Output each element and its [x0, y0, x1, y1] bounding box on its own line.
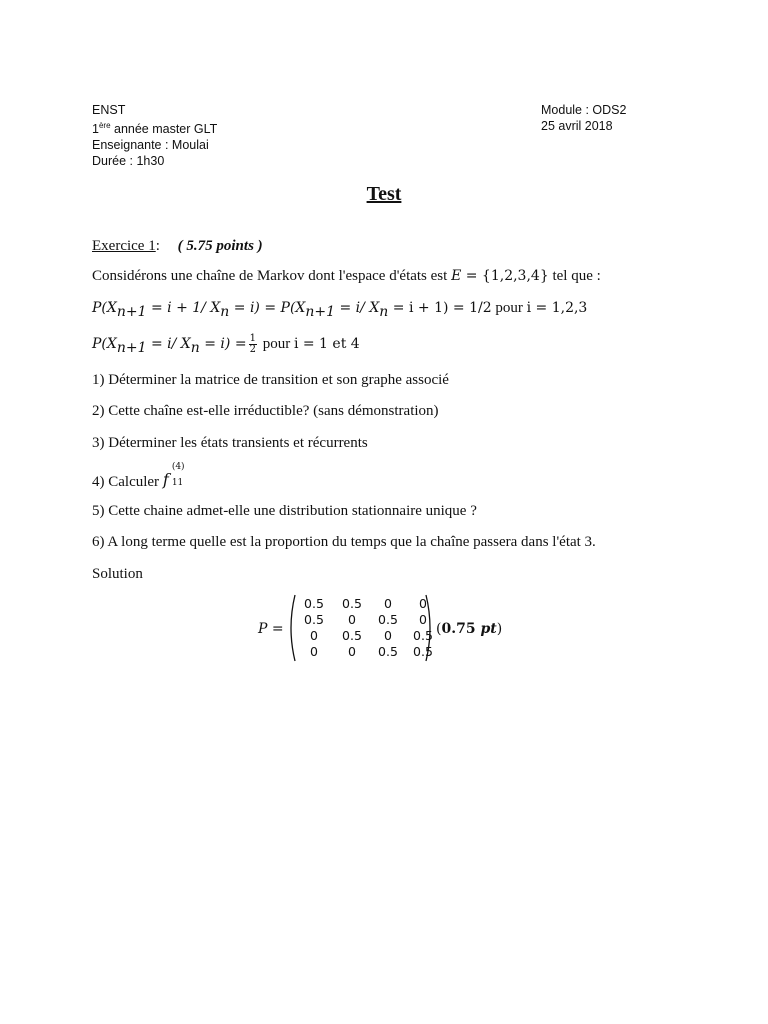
teacher-line: Enseignante : Moulai [92, 138, 209, 153]
matrix-cell: 0 [310, 644, 318, 659]
matrix-cell: 0 [310, 628, 318, 643]
header-right [541, 102, 626, 134]
year-line: 1ère année master GLT [92, 121, 218, 137]
question-2: 2) Cette chaîne est-elle irréductible? (sans démonstration) [92, 403, 439, 419]
question-4: 4) Calculer f (4) 11 [92, 462, 185, 490]
exercise-label: Exercice 1 [92, 238, 156, 254]
matrix-cell: 0.5 [378, 612, 398, 627]
matrix-cell: 0 [348, 644, 356, 659]
year-ordinal: ère [98, 121, 111, 130]
header-left [92, 102, 217, 169]
intro-line: Considérons une chaîne de Markov dont l'espace d'états est E = {1,2,3,4} tel que : [92, 268, 601, 284]
equation-1: $P(X_{n+1} = i + 1/$ $X_n = i) = P(X_{n+1} = i/$ $X_n = i + 1) = 1/2$ pour i = 1,2,3 [92, 300, 588, 320]
module-line: Module : ODS2 [541, 103, 627, 117]
date-line: 25 avril 2018 [541, 119, 613, 133]
duration-line: Durée : 1h30 [92, 154, 165, 169]
matrix-cell: 0 [348, 612, 356, 627]
fraction-half: $\frac{1}{2}$ [249, 333, 256, 355]
solution-label: Solution [92, 566, 143, 582]
transition-matrix [258, 594, 528, 664]
matrix-cell: 0.5 [413, 628, 433, 643]
matrix-cell: 0.5 [304, 612, 324, 627]
matrix-cell: 0 [384, 596, 392, 611]
question-3: 3) Déterminer les états transients et récurrents [92, 435, 368, 451]
page-title: Test [366, 183, 402, 205]
matrix-grid [294, 596, 440, 660]
matrix-cell: 0.5 [304, 596, 324, 611]
matrix-points-note: (0.75 pt) [436, 621, 503, 637]
question-1: 1) Déterminer la matrice de transition et son graphe associé [92, 372, 449, 388]
right-paren [425, 594, 435, 662]
matrix-label: P = [258, 621, 284, 637]
equation-2: $P(X_{n+1} = i/$ $X_n = i$) = $\frac{1}{2}$ pour i = 1 et 4 [92, 333, 360, 356]
school-name: ENST [92, 103, 126, 117]
matrix-cell: 0 [384, 628, 392, 643]
first-passage-symbol: f (4) 11 [162, 462, 185, 489]
matrix-cell: 0.5 [342, 596, 362, 611]
exercise-heading: Exercice 1: ( 5.75 points ) [92, 238, 263, 254]
matrix-cell: 0.5 [378, 644, 398, 659]
matrix-cell: 0 [419, 612, 427, 627]
matrix-cell: 0.5 [413, 644, 433, 659]
matrix-cell: 0.5 [342, 628, 362, 643]
question-6: 6) A long terme quelle est la proportion du temps que la chaîne passera dans l'état 3. [92, 534, 596, 550]
matrix-cell: 0 [419, 596, 427, 611]
question-5: 5) Cette chaine admet-elle une distribution stationnaire unique ? [92, 503, 477, 519]
exercise-points: ( 5.75 points ) [177, 238, 263, 254]
